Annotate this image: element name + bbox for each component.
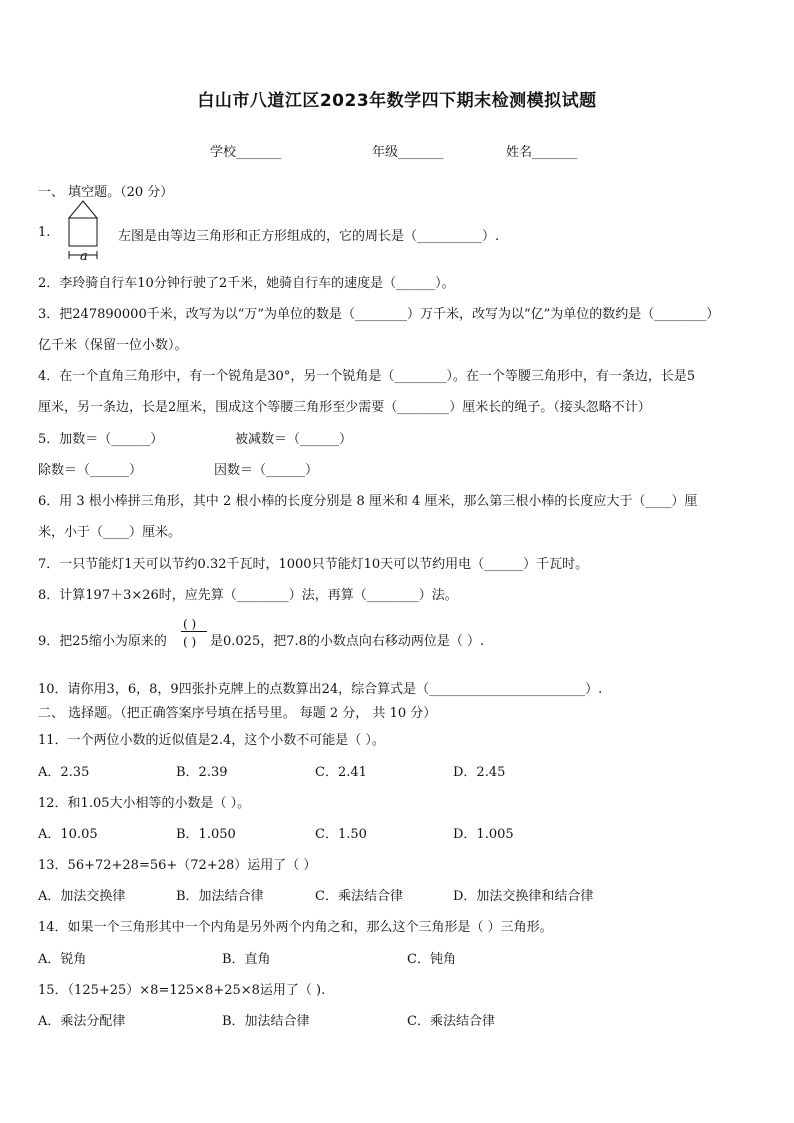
q5-subtrahend: 被减数＝（______） <box>235 432 353 447</box>
q13-stem: 13．56+72+28=56+（72+28）运用了（ ） <box>38 858 317 873</box>
figure-label-a: a <box>80 249 88 264</box>
q9-fraction <box>181 617 207 651</box>
q14-option-a: A．锐角 <box>38 952 87 967</box>
q11-option-c: C．2.41 <box>315 765 367 780</box>
q12-option-c: C．1.50 <box>315 827 367 842</box>
school-field: 学校_______ <box>210 145 282 160</box>
q6-line2: 米，小于（____）厘米。 <box>38 525 182 540</box>
q12-option-b: B．1.050 <box>176 827 236 842</box>
q1-number: 1. <box>38 225 51 240</box>
q14-option-c: C．钝角 <box>407 952 456 967</box>
figure-triangle <box>69 201 97 218</box>
q12-option-a: A．10.05 <box>38 827 98 842</box>
q15-option-a: A．乘法分配律 <box>38 1014 126 1029</box>
q8-text: 8．计算197＋3×26时，应先算（________）法，再算（________）法。 <box>38 588 458 603</box>
q9-prefix: 9．把25缩小为原来的 <box>38 634 167 649</box>
q9-fraction-bar <box>181 631 207 632</box>
section-fill-header: 一、 填空题。（20 分） <box>38 185 174 200</box>
q14-option-b: B．直角 <box>222 952 271 967</box>
q5-factor: 因数＝（______） <box>214 463 319 478</box>
q15-option-b: B．加法结合律 <box>222 1014 310 1029</box>
q6-line1: 6．用 3 根小棒拼三角形，其中 2 根小棒的长度分别是 8 厘米和 4 厘米，那么第三根小棒的长度应大于（____）厘 <box>38 494 698 509</box>
q13-option-b: B．加法结合律 <box>176 889 264 904</box>
q9-suffix: 是0.025，把7.8的小数点向右移动两位是（ ）. <box>210 634 485 649</box>
q15-option-c: C．乘法结合律 <box>407 1014 495 1029</box>
q13-option-c: C．乘法结合律 <box>315 889 403 904</box>
q13-option-a: A．加法交换律 <box>38 889 126 904</box>
q3-line2: 亿千米（保留一位小数）。 <box>38 338 188 353</box>
q4-line1: 4．在一个直角三角形中，有一个锐角是30°，另一个锐角是（________）。在一个等腰三角形中，有一条边，长是5 <box>38 369 696 384</box>
q11-stem: 11．一个两位小数的近似值是2.4，这个小数不可能是（ ）。 <box>38 733 385 748</box>
figure-square <box>69 218 97 246</box>
q4-line2: 厘米，另一条边，长是2厘米，围成这个等腰三角形至少需要（________）厘米长的绳子。（接头忽略不计） <box>38 400 651 415</box>
q3-line1: 3．把247890000千米，改写为以“万”为单位的数是（________）万千米，改写为以“亿”为单位的数约是（________） <box>38 307 720 322</box>
q10-text: 10．请你用3，6，8，9四张扑克牌上的点数算出24，综合算式是（________________________）. <box>38 682 603 697</box>
q5-divisor: 除数＝（______） <box>38 463 143 478</box>
q12-stem: 12．和1.05大小相等的小数是（ ）。 <box>38 796 251 811</box>
grade-field: 年级_______ <box>372 145 444 160</box>
q14-stem: 14．如果一个三角形其中一个内角是另外两个内角之和，那么这个三角形是（ ）三角形。 <box>38 920 553 935</box>
q7-text: 7．一只节能灯1天可以节约0.32千瓦时，1000只节能灯10天可以节约用电（______）千瓦时。 <box>38 557 589 572</box>
q13-option-d: D．加法交换律和结合律 <box>453 889 594 904</box>
q11-option-d: D．2.45 <box>453 765 506 780</box>
q9-denominator: ( ) <box>183 635 197 649</box>
q11-option-a: A．2.35 <box>38 765 90 780</box>
q11-option-b: B．2.39 <box>176 765 228 780</box>
q15-stem: 15．（125+25）×8=125×8+25×8运用了（ ). <box>38 983 326 998</box>
triangle-square-figure <box>66 199 106 264</box>
q12-option-d: D．1.005 <box>453 827 514 842</box>
name-field: 姓名_______ <box>506 145 578 160</box>
q2-text: 2．李玲骑自行车10分钟行驶了2千米，她骑自行车的速度是（______）。 <box>38 276 455 291</box>
page-title: 白山市八道江区2023年数学四下期末检测模拟试题 <box>197 91 597 111</box>
q1-text: 左图是由等边三角形和正方形组成的，它的周长是（__________）. <box>118 229 500 244</box>
q5-addend: 5．加数＝（______） <box>38 432 164 447</box>
q9-numerator: ( ) <box>183 617 197 631</box>
section-choice-header: 二、 选择题。（把正确答案序号填在括号里。 每题 2 分， 共 10 分） <box>38 706 437 721</box>
